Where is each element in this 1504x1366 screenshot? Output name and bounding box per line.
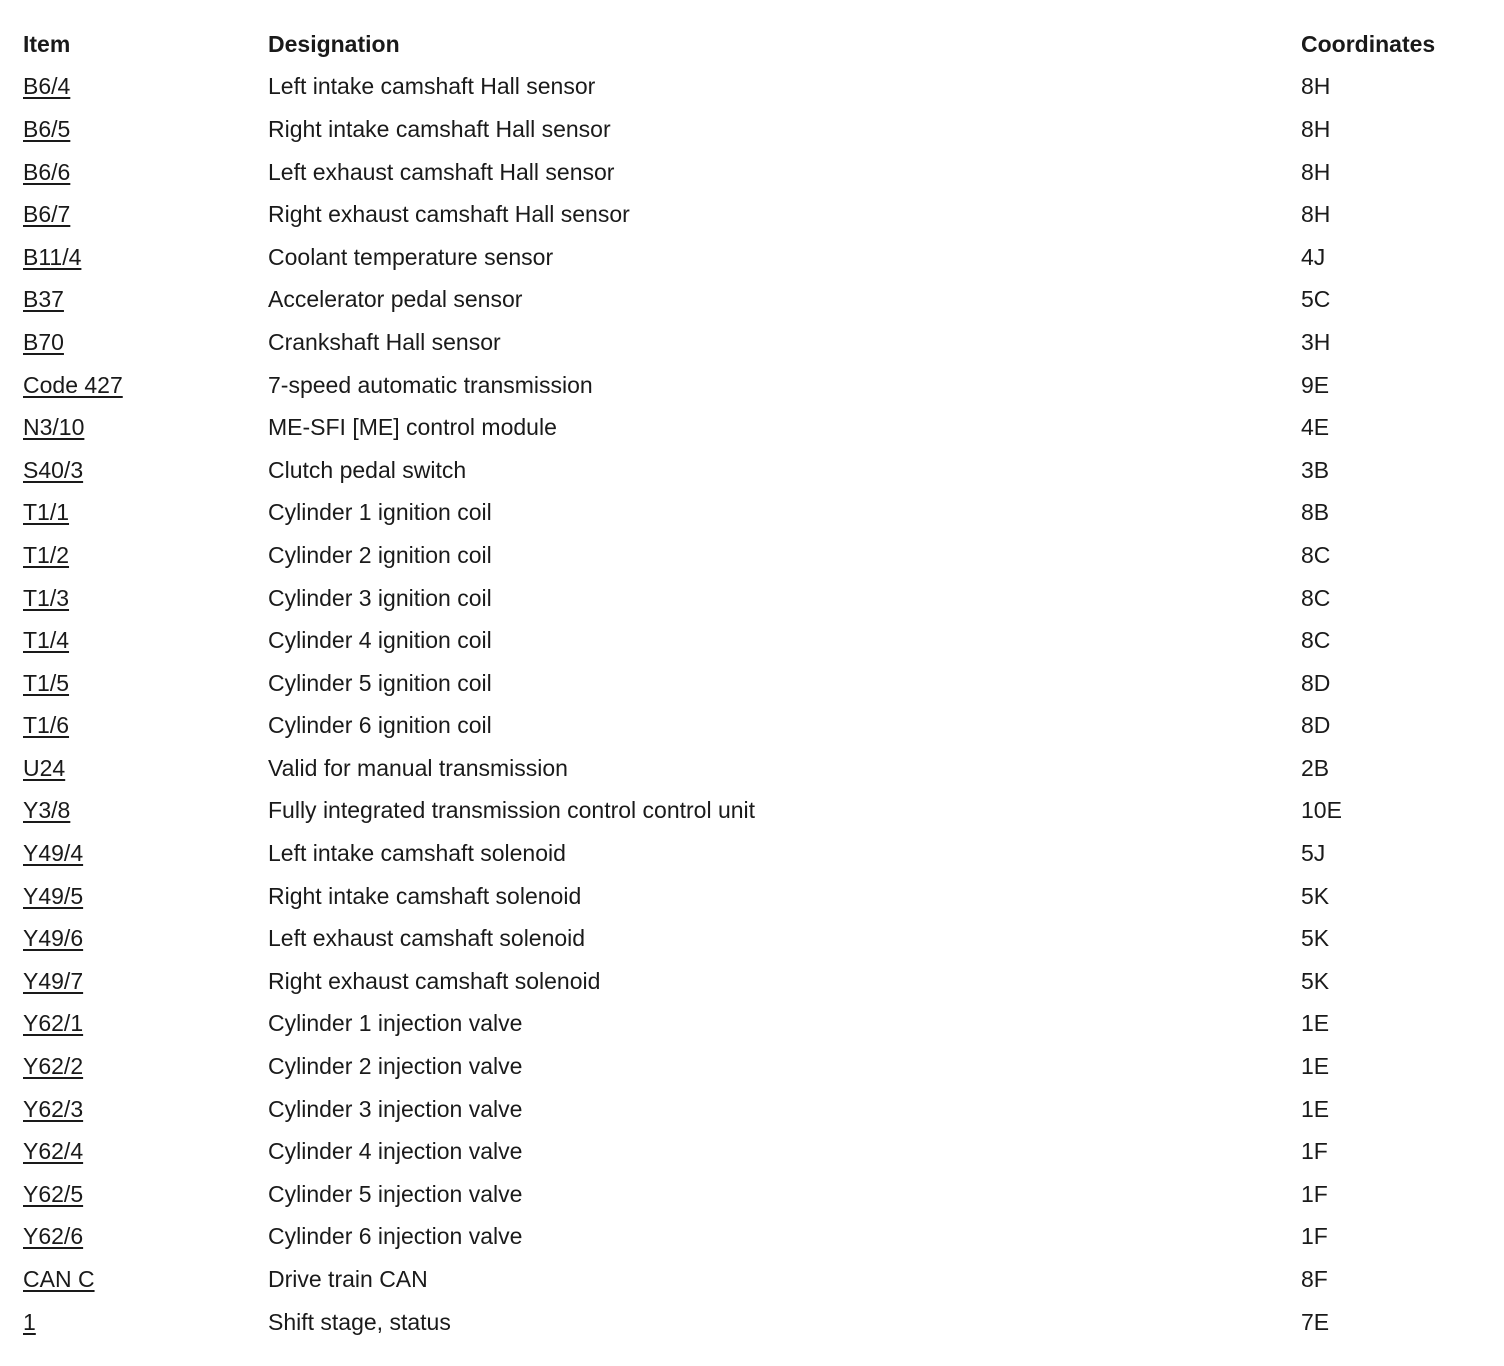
item-cell: [23, 714, 268, 737]
coordinates-cell: 8B: [1301, 499, 1330, 526]
item-column-header: Item: [23, 30, 71, 57]
legend-row: [23, 321, 1483, 364]
designation-cell: Cylinder 2 ignition coil: [268, 541, 492, 568]
designation-cell: Cylinder 3 ignition coil: [268, 584, 492, 611]
item-cell: [23, 927, 268, 950]
item-cell: [23, 754, 268, 781]
legend-row: [23, 832, 1483, 875]
designation-cell: ME-SFI [ME] control module: [268, 414, 557, 441]
legend-row: [23, 577, 1483, 620]
item-cell: [23, 1012, 268, 1035]
coordinates-column-header: Coordinates: [1301, 30, 1436, 57]
designation-cell: Fully integrated transmission control control unit: [268, 797, 756, 824]
legend-row: [23, 534, 1483, 577]
item-cell: [23, 115, 268, 142]
legend-row: [23, 662, 1483, 705]
item-link[interactable]: T1/6: [23, 712, 70, 739]
item-cell: [23, 501, 268, 524]
item-cell: [23, 371, 268, 398]
item-link[interactable]: T1/1: [23, 499, 70, 526]
legend-row: [23, 1301, 1483, 1344]
designation-cell: Right intake camshaft Hall sensor: [268, 115, 611, 142]
coordinates-cell: 8H: [1301, 158, 1331, 185]
item-cell: [23, 882, 268, 909]
item-cell: [23, 158, 268, 185]
designation-cell: Cylinder 6 injection valve: [268, 1223, 523, 1250]
item-link[interactable]: U24: [23, 754, 66, 781]
coordinates-cell: 1F: [1301, 1180, 1328, 1207]
item-link[interactable]: 1: [23, 1308, 36, 1335]
designation-cell: Left exhaust camshaft Hall sensor: [268, 158, 615, 185]
item-link[interactable]: B70: [23, 328, 64, 355]
item-cell: [23, 1268, 268, 1291]
coordinates-cell: 8H: [1301, 201, 1331, 228]
coordinates-cell: 10E: [1301, 797, 1342, 824]
item-cell: [23, 1140, 268, 1163]
legend-row: [23, 364, 1483, 407]
coordinates-cell: 9E: [1301, 371, 1330, 398]
designation-cell: Left intake camshaft solenoid: [268, 840, 566, 867]
designation-cell: Drive train CAN: [268, 1266, 428, 1293]
item-link[interactable]: Y62/1: [23, 1010, 84, 1037]
designation-cell: Coolant temperature sensor: [268, 243, 554, 270]
item-cell: [23, 456, 268, 483]
item-link[interactable]: Y49/4: [23, 840, 84, 867]
item-cell: [23, 1055, 268, 1078]
designation-cell: Valid for manual transmission: [268, 754, 568, 781]
item-cell: [23, 75, 268, 98]
legend-row: [23, 917, 1483, 960]
designation-cell: Cylinder 4 ignition coil: [268, 627, 492, 654]
item-cell: [23, 967, 268, 994]
legend-row: [23, 406, 1483, 449]
legend-row: [23, 193, 1483, 236]
designation-cell: Clutch pedal switch: [268, 456, 467, 483]
coordinates-cell: 3B: [1301, 456, 1330, 483]
coordinates-cell: 5K: [1301, 882, 1330, 909]
legend-body: [23, 66, 1483, 1344]
legend-row: [23, 790, 1483, 833]
designation-cell: Crankshaft Hall sensor: [268, 328, 501, 355]
item-link[interactable]: Y49/5: [23, 882, 84, 909]
coordinates-cell: 5J: [1301, 840, 1326, 867]
legend-row: [23, 1003, 1483, 1046]
coordinates-cell: 1F: [1301, 1223, 1328, 1250]
item-cell: [23, 584, 268, 611]
coordinates-cell: 2B: [1301, 754, 1330, 781]
designation-cell: Cylinder 6 ignition coil: [268, 712, 492, 739]
legend-row: [23, 66, 1483, 109]
designation-column-header: Designation: [268, 30, 400, 57]
coordinates-cell: 1E: [1301, 1053, 1330, 1080]
item-cell: [23, 1180, 268, 1207]
legend-row: [23, 108, 1483, 151]
item-cell: [23, 799, 268, 822]
coordinates-cell: 3H: [1301, 328, 1331, 355]
item-link[interactable]: T1/4: [23, 627, 70, 654]
legend-row: [23, 1088, 1483, 1131]
item-cell: [23, 203, 268, 226]
item-link[interactable]: T1/2: [23, 541, 70, 568]
designation-cell: Shift stage, status: [268, 1308, 451, 1335]
legend-header-row: [23, 23, 1483, 66]
coordinates-cell: 7E: [1301, 1308, 1330, 1335]
designation-cell: Cylinder 1 ignition coil: [268, 499, 492, 526]
coordinates-cell: 5K: [1301, 925, 1330, 952]
item-link[interactable]: B6/4: [23, 73, 71, 100]
designation-cell: Accelerator pedal sensor: [268, 286, 523, 313]
item-link[interactable]: B11/4: [23, 243, 82, 270]
item-link[interactable]: T1/3: [23, 584, 70, 611]
item-link[interactable]: Y49/7: [23, 967, 84, 994]
item-cell: [23, 416, 268, 439]
legend-row: [23, 236, 1483, 279]
coordinates-cell: 5C: [1301, 286, 1331, 313]
item-link[interactable]: B6/5: [23, 115, 71, 142]
item-cell: [23, 669, 268, 696]
item-cell: [23, 629, 268, 652]
coordinates-cell: 8D: [1301, 712, 1331, 739]
item-cell: [23, 541, 268, 568]
legend-row: [23, 619, 1483, 662]
legend-row: [23, 705, 1483, 748]
coordinates-cell: 1E: [1301, 1095, 1330, 1122]
designation-cell: Left exhaust camshaft solenoid: [268, 925, 586, 952]
item-link[interactable]: Y3/8: [23, 797, 71, 824]
coordinates-cell: 8H: [1301, 73, 1331, 100]
item-link[interactable]: Y62/5: [23, 1180, 84, 1207]
designation-cell: 7-speed automatic transmission: [268, 371, 593, 398]
item-cell: [23, 243, 268, 270]
legend-row: [23, 747, 1483, 790]
legend-row: [23, 449, 1483, 492]
legend-row: [23, 1130, 1483, 1173]
designation-cell: Cylinder 5 ignition coil: [268, 669, 492, 696]
item-link[interactable]: N3/10: [23, 414, 85, 441]
designation-cell: Cylinder 4 injection valve: [268, 1138, 523, 1165]
legend-row: [23, 1258, 1483, 1301]
designation-cell: Cylinder 3 injection valve: [268, 1095, 523, 1122]
coordinates-cell: 8C: [1301, 584, 1331, 611]
coordinates-cell: 8F: [1301, 1266, 1328, 1293]
coordinates-cell: 4E: [1301, 414, 1330, 441]
designation-cell: Left intake camshaft Hall sensor: [268, 73, 596, 100]
item-cell: [23, 328, 268, 355]
designation-cell: Cylinder 1 injection valve: [268, 1010, 523, 1037]
legend-row: [23, 492, 1483, 535]
coordinates-cell: 5K: [1301, 967, 1330, 994]
coordinates-cell: 8C: [1301, 541, 1331, 568]
coordinates-cell: 8D: [1301, 669, 1331, 696]
coordinates-cell: 8C: [1301, 627, 1331, 654]
legend-row: [23, 1216, 1483, 1259]
legend-row: [23, 279, 1483, 322]
item-cell: [23, 1225, 268, 1248]
item-link[interactable]: T1/5: [23, 669, 70, 696]
item-link[interactable]: Y62/4: [23, 1138, 84, 1165]
item-cell: [23, 1095, 268, 1122]
item-link[interactable]: Code 427: [23, 371, 123, 398]
item-cell: [23, 288, 268, 311]
item-link[interactable]: Y62/2: [23, 1053, 84, 1080]
legend-table: [23, 23, 1483, 1343]
coordinates-cell: 4J: [1301, 243, 1326, 270]
coordinates-cell: 8H: [1301, 115, 1331, 142]
item-link[interactable]: CAN C: [23, 1266, 95, 1293]
item-link[interactable]: Y62/3: [23, 1095, 84, 1122]
item-link[interactable]: Y62/6: [23, 1223, 84, 1250]
item-link[interactable]: B37: [23, 286, 64, 313]
legend-row: [23, 151, 1483, 194]
item-link[interactable]: S40/3: [23, 456, 84, 483]
item-link[interactable]: B6/7: [23, 201, 71, 228]
coordinates-cell: 1E: [1301, 1010, 1330, 1037]
legend-row: [23, 1173, 1483, 1216]
item-link[interactable]: B6/6: [23, 158, 71, 185]
designation-cell: Right intake camshaft solenoid: [268, 882, 582, 909]
legend-row: [23, 1045, 1483, 1088]
item-cell: [23, 1308, 268, 1335]
designation-cell: Right exhaust camshaft solenoid: [268, 967, 601, 994]
legend-row: [23, 875, 1483, 918]
coordinates-cell: 1F: [1301, 1138, 1328, 1165]
designation-cell: Cylinder 5 injection valve: [268, 1180, 523, 1207]
item-link[interactable]: Y49/6: [23, 925, 84, 952]
designation-cell: Right exhaust camshaft Hall sensor: [268, 201, 630, 228]
legend-row: [23, 960, 1483, 1003]
item-cell: [23, 842, 268, 865]
designation-cell: Cylinder 2 injection valve: [268, 1053, 523, 1080]
